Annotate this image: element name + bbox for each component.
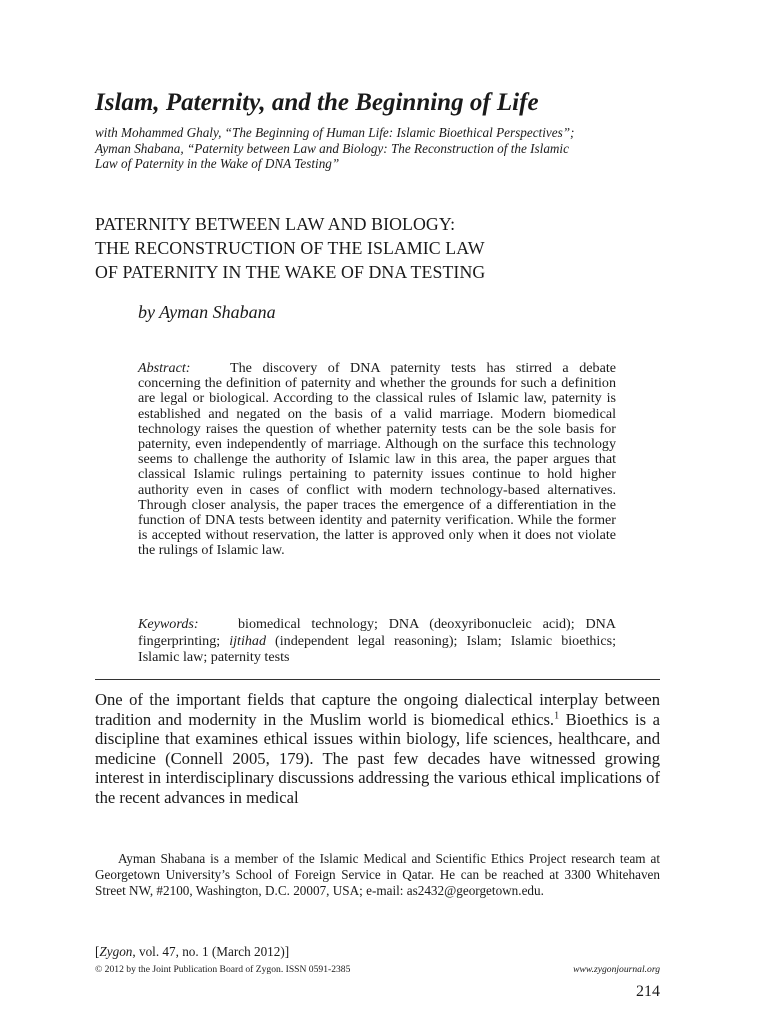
article-title-line: PATERNITY BETWEEN LAW AND BIOLOGY: <box>95 214 456 234</box>
copyright-notice: © 2012 by the Joint Publication Board of Zygon. ISSN 0591-2385 <box>95 964 351 975</box>
series-title: Islam, Paternity, and the Beginning of Life <box>95 89 539 116</box>
series-subtitle <box>95 125 665 172</box>
series-subtitle-line: Law of Paternity in the Wake of DNA Testing” <box>95 156 340 171</box>
keywords-text: biomedical technology; DNA (deoxyribonucleic acid); DNA fingerprinting; <box>138 616 616 649</box>
article-title-line: THE RECONSTRUCTION OF THE ISLAMIC LAW <box>95 238 485 258</box>
series-subtitle-line: with Mohammed Ghaly, “The Beginning of Human Life: Islamic Bioethical Perspectives”; <box>95 125 575 140</box>
citation-bracket: [ <box>95 944 100 959</box>
body-text-part: One of the important fields that capture the ongoing dialectical interplay between tradition and modernity in the Muslim world is biomedical ethics. <box>95 690 660 729</box>
keywords <box>138 616 616 666</box>
journal-website: www.zygonjournal.org <box>573 964 660 975</box>
citation-details: , vol. 47, no. 1 (March 2012)] <box>132 944 290 959</box>
journal-name: Zygon <box>99 944 133 959</box>
footnote-marker: 1 <box>554 710 560 722</box>
keywords-text-continued: (independent legal reasoning); Islam; Islamic bioethics; Islamic law; paternity tests <box>138 632 617 665</box>
body-paragraph <box>95 690 660 808</box>
body-text-part: Bioethics is a discipline that examines ethical issues within biology, life sciences, healthcare, and medicine (Connell 2005, 179). The past few decades have witnessed growing interest in interdisciplinary discussions addressing the various ethical implications of the recent advances in medical <box>95 709 661 807</box>
abstract-label: Abstract: <box>138 360 191 376</box>
keywords-label: Keywords: <box>138 616 199 632</box>
series-subtitle-line: Ayman Shabana, “Paternity between Law and Biology: The Reconstruction of the Islamic <box>95 140 569 156</box>
article-title <box>95 212 675 284</box>
abstract <box>138 361 616 559</box>
page-number: 214 <box>636 983 660 1000</box>
keywords-italic-term: ijtihad <box>229 632 267 649</box>
author-byline: by Ayman Shabana <box>138 302 276 322</box>
section-divider <box>95 679 660 680</box>
journal-citation <box>95 944 289 960</box>
author-note: Ayman Shabana is a member of the Islamic Medical and Scientific Ethics Project research team at Georgetown University’s School of Foreign Service in Qatar. He can be reached at 3300 Whitehaven Street NW, #2100, Washington, D.C. 20007, USA; e-mail: as2432@georgetown.edu. <box>95 851 660 898</box>
article-title-line: OF PATERNITY IN THE WAKE OF DNA TESTING <box>95 262 486 282</box>
abstract-text: The discovery of DNA paternity tests has stirred a debate concerning the definition of paternity and whether the grounds for such a definition are legal or biological. According to the classical rules of Islamic law, paternity is established and negated on the basis of a valid marriage. Modern biomedical technology raises the question of whether paternity tests can be the sole basis for paternity, even independently of marriage. Although on the surface this technology seems to challenge the authority of Islamic law in this area, the paper argues that classical Islamic rulings pertaining to paternity issues continue to hold higher authority even in cases of conflict with modern technology-based alternatives. Through closer analysis, the paper traces the emergence of a differentiation in the function of DNA tests between identity and paternity verification. While the former is accepted without reservation, the latter is approved only when it does not violate the rulings of Islamic law. <box>138 360 616 559</box>
